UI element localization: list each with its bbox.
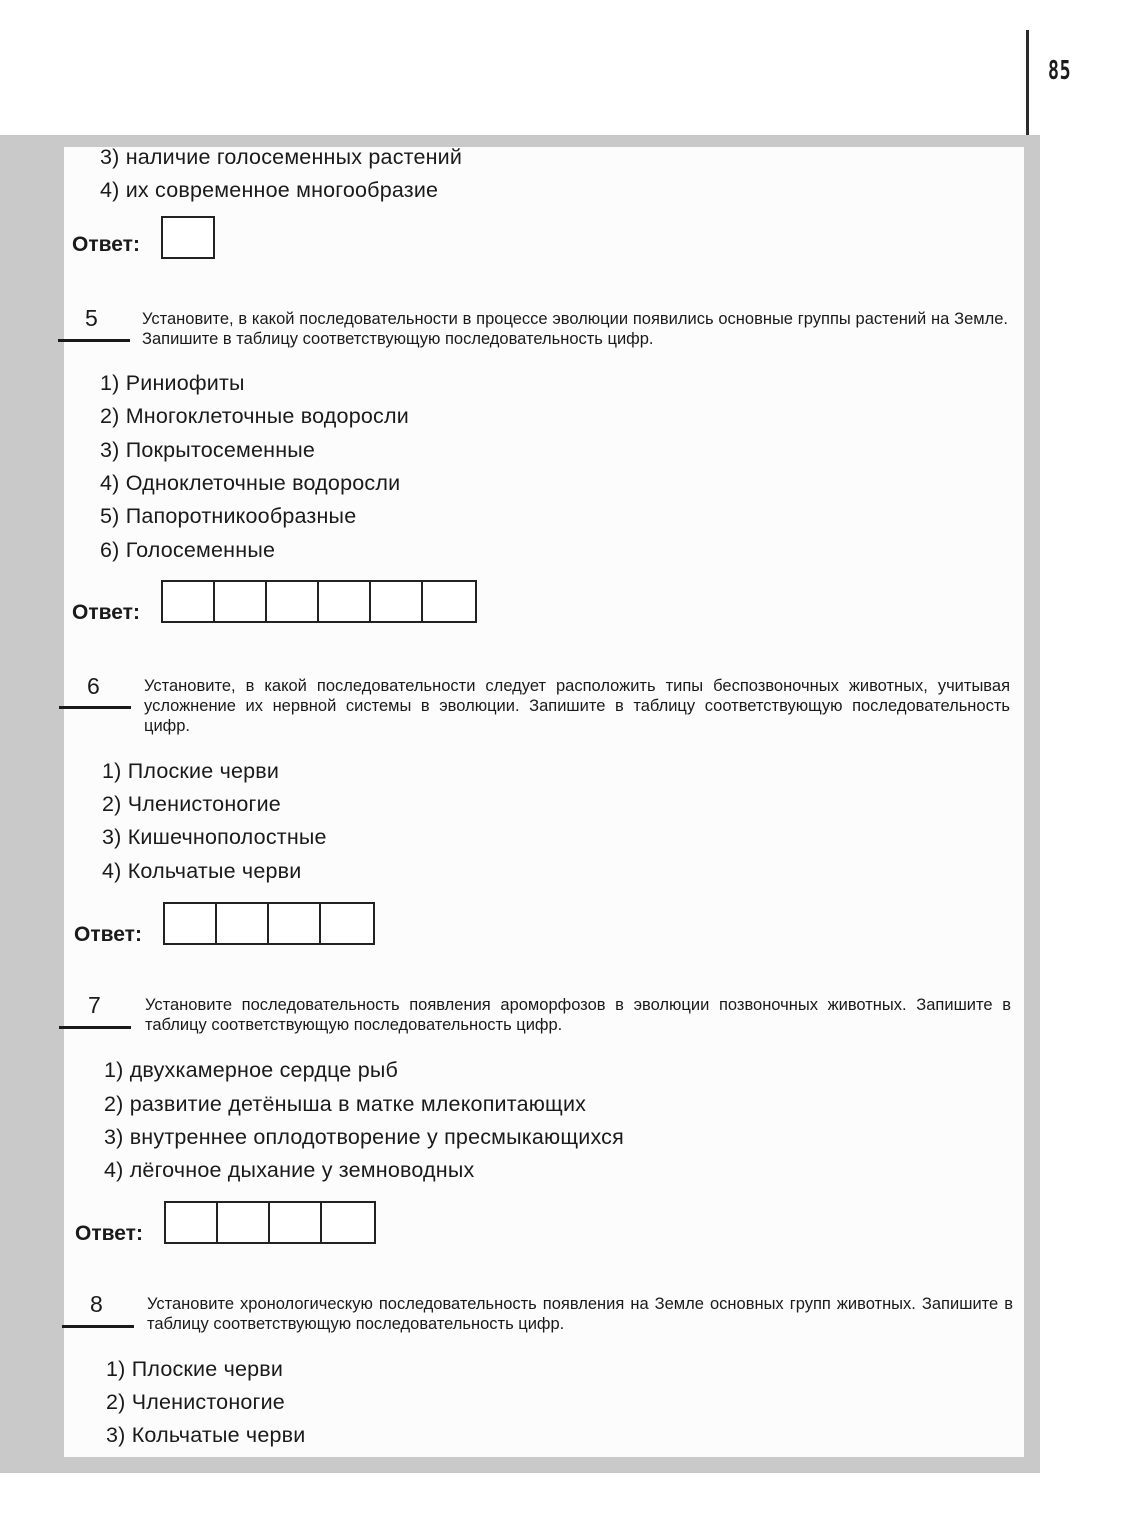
task7-option-3: 3) внутреннее оплодотворение у пресмыкающихся: [104, 1125, 624, 1149]
answer-cell[interactable]: [163, 582, 215, 621]
answer-cell[interactable]: [269, 904, 321, 943]
task8-instruction: Установите хронологическую последовательность появления на Земле основных групп животных. Запишите в таблицу соответствующую последовательность цифр.: [147, 1295, 1013, 1333]
task4-answer-label: Ответ:: [72, 233, 140, 256]
task8-option-2: 2) Членистоногие: [106, 1390, 285, 1414]
task5-option-2: 2) Многоклеточные водоросли: [100, 404, 409, 428]
task7-option-1: 1) двухкамерное сердце рыб: [104, 1058, 399, 1082]
task6-option-1: 1) Плоские черви: [102, 759, 280, 783]
task8-option-3: 3) Кольчатые черви: [106, 1423, 306, 1447]
task6-number-rule: [59, 706, 131, 709]
task6-number: 6: [87, 673, 100, 699]
task5-option-4: 4) Одноклеточные водоросли: [100, 471, 401, 495]
answer-cell[interactable]: [322, 1203, 374, 1242]
page-edge-line: [1026, 30, 1029, 135]
answer-cell[interactable]: [217, 904, 269, 943]
page-number: 85: [1048, 56, 1072, 86]
task5-option-1: 1) Риниофиты: [100, 371, 245, 395]
answer-cell[interactable]: [371, 582, 423, 621]
task5-number-rule: [58, 339, 130, 342]
answer-cell[interactable]: [166, 1203, 218, 1242]
answer-cell[interactable]: [319, 582, 371, 621]
answer-cell[interactable]: [267, 582, 319, 621]
task7-answer-box: [164, 1201, 376, 1244]
answer-cell[interactable]: [270, 1203, 322, 1242]
task5-option-5: 5) Папоротникообразные: [100, 504, 357, 528]
task6-option-2: 2) Членистоногие: [102, 792, 281, 816]
task6-answer-label: Ответ:: [74, 923, 142, 946]
task4-option-4: 4) их современное многообразие: [100, 178, 439, 202]
task8-number: 8: [90, 1291, 103, 1317]
task7-instruction: Установите последовательность появления ароморфозов в эволюции позвоночных животных. Запишите в таблицу соответствующую последовательность цифр.: [145, 996, 1011, 1034]
answer-cell[interactable]: [321, 904, 373, 943]
task8-option-1: 1) Плоские черви: [106, 1357, 284, 1381]
answer-cell[interactable]: [163, 218, 213, 257]
task6-option-4: 4) Кольчатые черви: [102, 859, 302, 883]
answer-cell[interactable]: [218, 1203, 270, 1242]
task7-answer-label: Ответ:: [75, 1222, 143, 1245]
task6-option-3: 3) Кишечнополостные: [102, 825, 327, 849]
task4-answer-box: [161, 216, 215, 259]
task5-answer-box: [161, 580, 477, 623]
task5-number: 5: [85, 305, 98, 331]
task4-option-3: 3) наличие голосеменных растений: [100, 145, 463, 169]
task8-number-rule: [62, 1325, 134, 1328]
task5-instruction: Установите, в какой последовательности в процессе эволюции появились основные группы растений на Земле. Запишите в таблицу соответствующую последовательность цифр.: [142, 310, 1008, 348]
task7-option-4: 4) лёгочное дыхание у земноводных: [104, 1158, 475, 1182]
answer-cell[interactable]: [423, 582, 475, 621]
task7-option-2: 2) развитие детёныша в матке млекопитающих: [104, 1092, 587, 1116]
task5-answer-label: Ответ:: [72, 601, 140, 624]
answer-cell[interactable]: [215, 582, 267, 621]
task6-instruction: Установите, в какой последовательности следует расположить типы беспозвоночных животных, учитывая усложнение их нервной системы в эволюции. Запишите в таблицу соответствующую последовательность цифр.: [144, 677, 1010, 735]
task7-number: 7: [88, 992, 101, 1018]
task5-option-3: 3) Покрытосеменные: [100, 438, 316, 462]
task5-option-6: 6) Голосеменные: [100, 538, 276, 562]
task6-answer-box: [163, 902, 375, 945]
task7-number-rule: [59, 1026, 131, 1029]
answer-cell[interactable]: [165, 904, 217, 943]
